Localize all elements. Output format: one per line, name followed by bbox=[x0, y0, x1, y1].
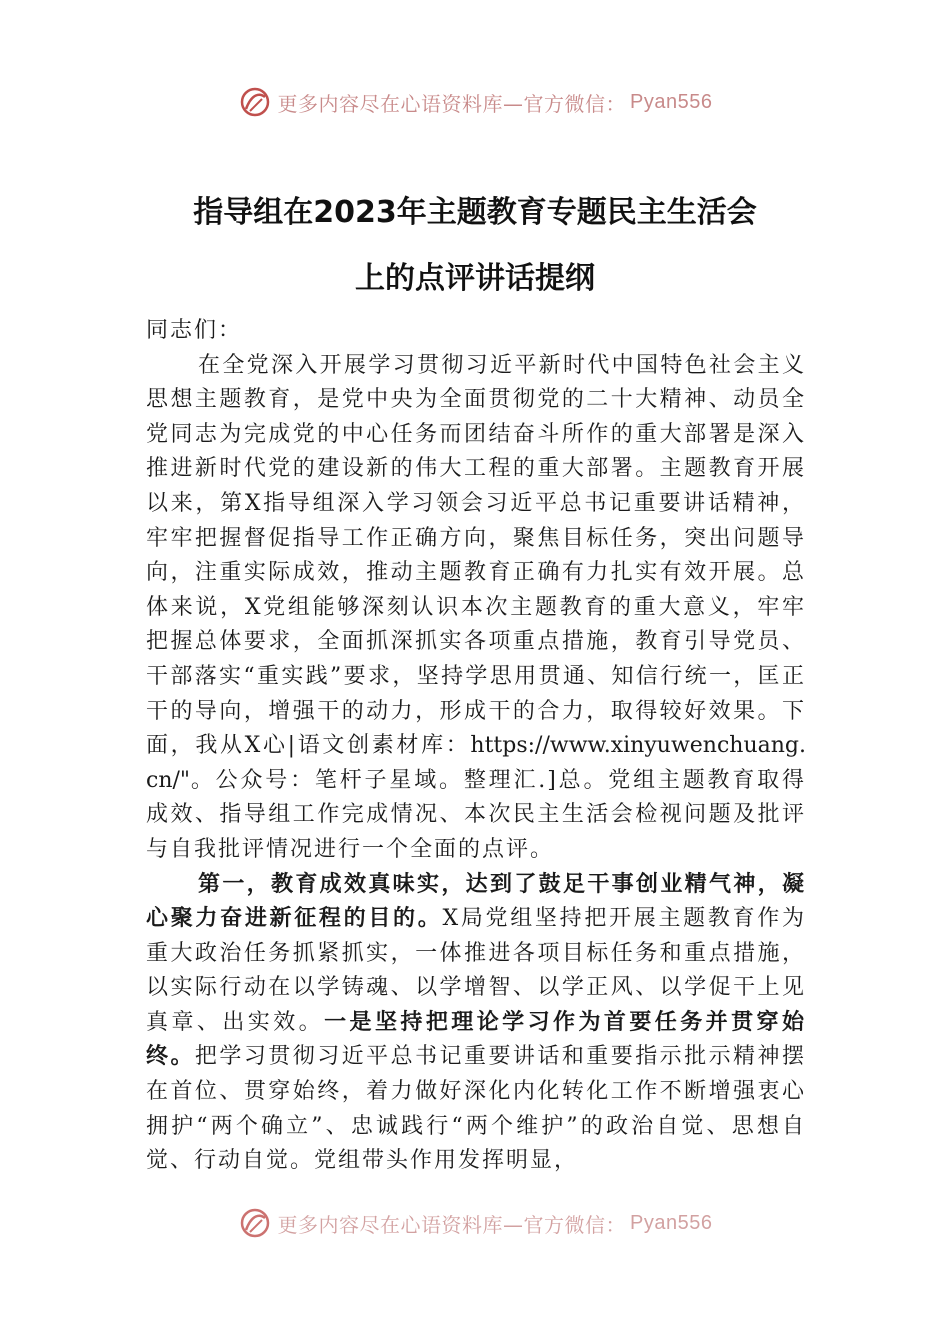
paragraph-2-heading: 第一，教育成效真味实，达到了鼓足干事创业精气神，凝心聚力奋进新征程的目的。 bbox=[146, 871, 806, 932]
paragraph-1 bbox=[146, 349, 806, 868]
paragraph-2-text-2: 把学习贯彻习近平总书记重要讲话和重要指示批示精神摆在首位、贯穿始终，着力做好深化内化转化工作不断增强衷心拥护“两个确立”、忠诚践行“两个维护”的政治自觉、思想自觉、行动自觉。党组带头作用发挥明显， bbox=[146, 1044, 806, 1174]
red-seal-logo-icon bbox=[238, 1206, 272, 1240]
watermark-footer bbox=[0, 1203, 950, 1243]
paragraph-1-url: https://www.xinyuwenchuang.cn/" bbox=[146, 733, 806, 793]
paragraph-1-text: 在全党深入开展学习贯彻习近平新时代中国特色社会主义思想主题教育，是党中央为全面贯彻党的二十大精神、动员全党同志为完成党的中心任务而团结奋斗所作的重大部署是深入推进新时代党的建设新的伟大工程的重大部署。主题教育开展以来，第X指导组深入学习领会习近平总书记重要讲话精神，牢牢把握督促指导工作正确方向，聚焦目标任务，突出问题导向，注重实际成效，推动主题教育正确有力扎实有效开展。总体来说，X党组能够深刻认识本次主题教育的重大意义，牢牢把握总体要求，全面抓深抓实各项重点措施，教育引导党员、干部落实“重实践”要求，坚持学思用贯通、知信行统一，匡正干的导向，增强干的动力，形成干的合力，取得较好效果。下面，我从X心|语文创素材库： bbox=[146, 352, 806, 759]
watermark-text: 更多内容尽在心语资料库—官方微信： bbox=[277, 1212, 627, 1237]
paragraph-2-text-1: X局党组坚持把开展主题教育作为重大政治任务抓紧抓实，一体推进各项目标任务和重点措施，以实际行动在以学铸魂、以学增智、以学正风、以学促干上见真章、出实效。 bbox=[146, 906, 806, 1035]
red-seal-logo-icon bbox=[238, 85, 272, 119]
document-title bbox=[120, 180, 830, 312]
paragraph-2 bbox=[146, 868, 806, 1179]
watermark-code: Pyan556 bbox=[630, 1211, 713, 1234]
paragraph-2-subheading: 一是坚持把理论学习作为首要任务并贯穿始终。 bbox=[146, 1009, 806, 1070]
document-body bbox=[146, 314, 806, 1179]
salutation: 同志们： bbox=[146, 318, 243, 343]
paragraph-1-end: 。公众号：笔杆子星域。整理汇.]总。党组主题教育取得成效、指导组工作完成情况、本次民主生活会检视问题及批评与自我批评情况进行一个全面的点评。 bbox=[146, 767, 806, 862]
title-line-2: 上的点评讲话提纲 bbox=[355, 261, 595, 296]
title-line-1: 指导组在2023年主题教育专题民主生活会 bbox=[193, 195, 757, 230]
watermark-text: 更多内容尽在心语资料库—官方微信： bbox=[277, 91, 627, 116]
watermark-header bbox=[0, 82, 950, 122]
watermark-code: Pyan556 bbox=[630, 90, 713, 113]
